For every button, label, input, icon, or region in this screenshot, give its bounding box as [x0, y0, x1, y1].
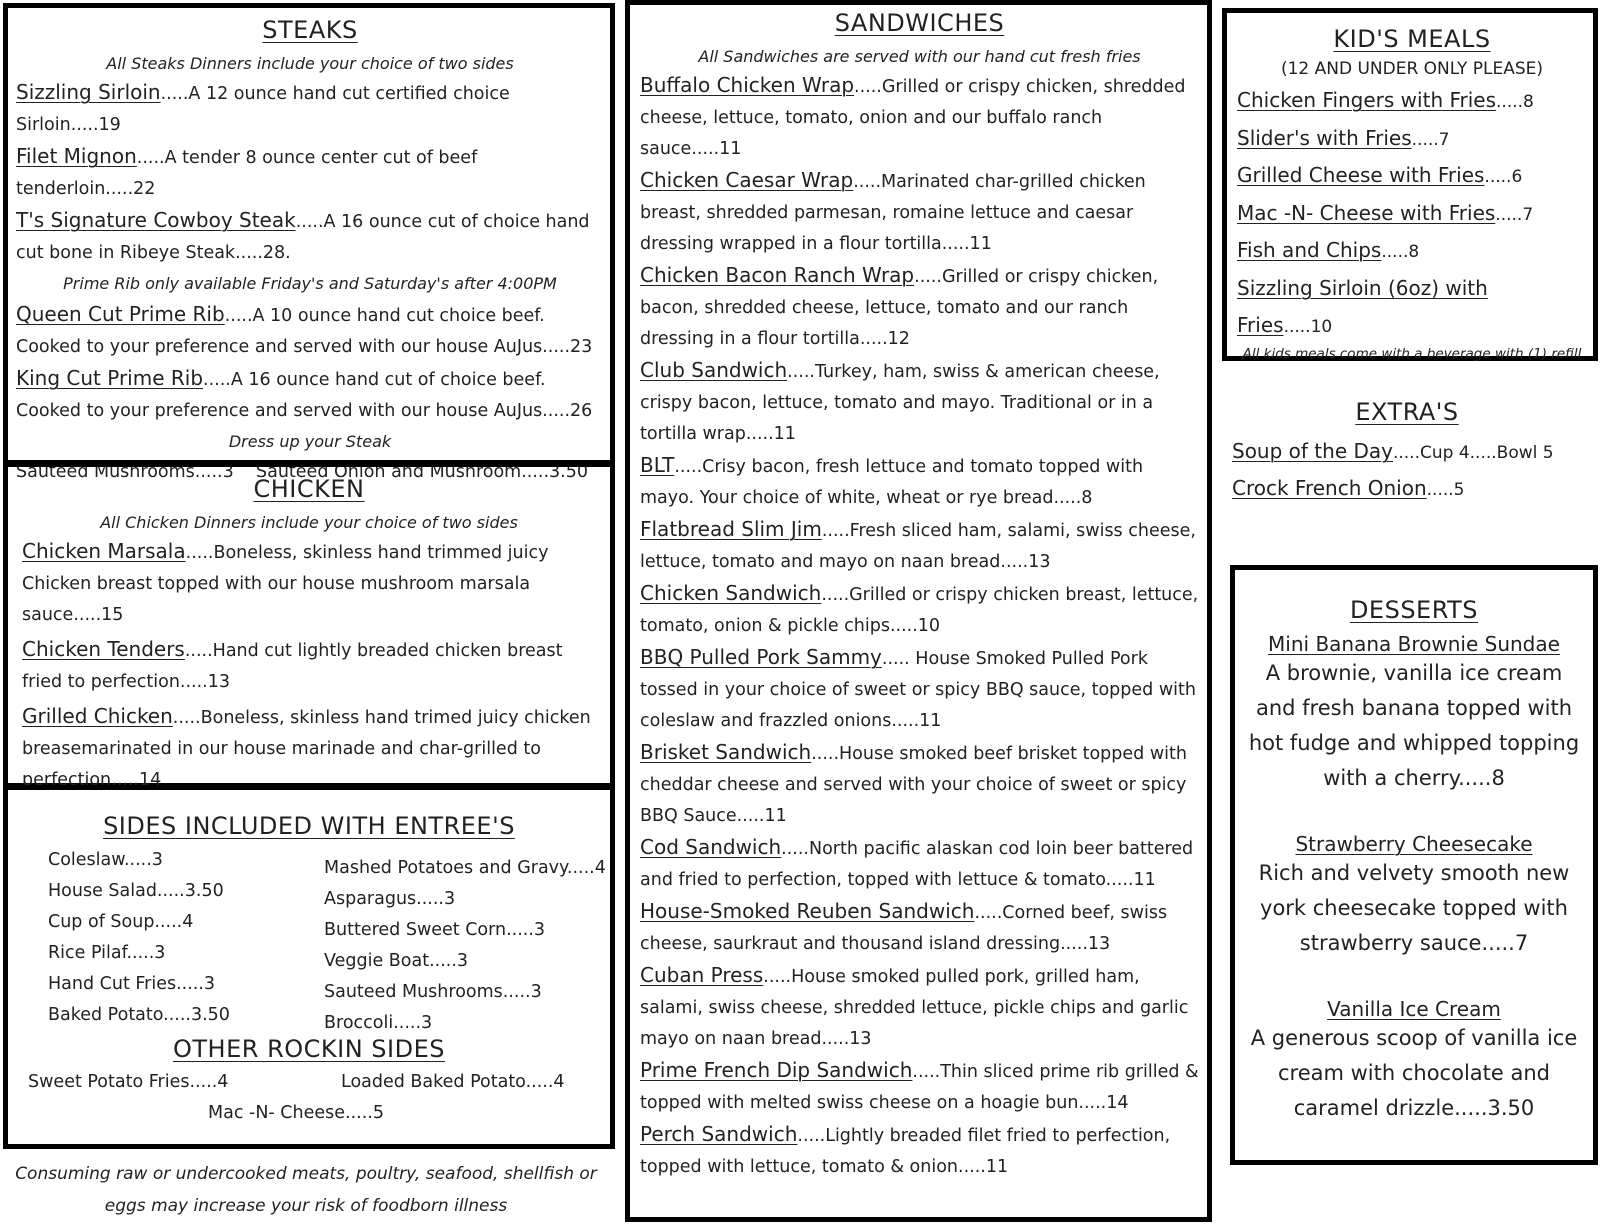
menu-item: Brisket Sandwich.....House smoked beef brisket topped with cheddar cheese and served with your choice of sweet or spicy BBQ Sauce.....11: [640, 740, 1187, 826]
extras-title: EXTRA'S: [1355, 398, 1459, 426]
menu-item: Club Sandwich.....Turkey, ham, swiss & american cheese, crispy bacon, lettuce, tomato and mayo. Traditional or in a tortilla wrap.....11: [640, 358, 1160, 444]
side-item: Cup of Soup.....4: [48, 912, 194, 932]
dress-up-heading: Dress up your Steak: [228, 432, 392, 451]
menu-item: Chicken Sandwich.....Grilled or crispy chicken breast, lettuce, tomato, onion & pickle chips.....10: [640, 581, 1199, 636]
addon-mushrooms: Sauteed Mushrooms.....3: [16, 462, 234, 482]
sandwiches-section: [625, 0, 1212, 1222]
dessert-name: Mini Banana Brownie Sundae: [1268, 632, 1560, 656]
sandwiches-title: SANDWICHES: [834, 9, 1005, 37]
other-side-item: Loaded Baked Potato.....4: [341, 1072, 565, 1092]
side-item: Mashed Potatoes and Gravy.....4: [324, 858, 606, 878]
menu-item: Chicken Marsala.....Boneless, skinless hand trimmed juicy Chicken breast topped with our house mushroom marsala sauce.....15: [22, 539, 549, 625]
chicken-subtitle: All Chicken Dinners include your choice of two sides: [100, 513, 518, 532]
dessert-desc: A generous scoop of vanilla ice cream with chocolate and caramel drizzle.....3.50: [1250, 1026, 1578, 1120]
menu-item: House-Smoked Reuben Sandwich.....Corned beef, swiss cheese, saurkraut and thousand island dressing.....13: [640, 899, 1168, 954]
dessert-name: Strawberry Cheesecake: [1295, 832, 1533, 856]
other-side-item: Sweet Potato Fries.....4: [28, 1072, 229, 1092]
warning-line: eggs may increase your risk of foodborn illness: [104, 1196, 508, 1216]
side-item: Asparagus.....3: [324, 889, 456, 909]
sandwiches-subtitle: All Sandwiches are served with our hand cut fresh fries: [698, 47, 1141, 66]
menu-item: Prime French Dip Sandwich.....Thin sliced prime rib grilled & topped with melted swiss cheese on a hoagie bun.....14: [640, 1058, 1199, 1113]
desserts-title: DESSERTS: [1349, 596, 1479, 624]
sides-title: SIDES INCLUDED WITH ENTREE'S: [103, 812, 515, 840]
kids-subtitle: (12 AND UNDER ONLY PLEASE): [1280, 59, 1544, 79]
dessert-desc: Rich and velvety smooth new york cheesecake topped with strawberry sauce.....7: [1258, 861, 1570, 955]
kids-item: Sizzling Sirloin (6oz) with Fries.....10: [1237, 275, 1488, 337]
dessert-name: Vanilla Ice Cream: [1327, 997, 1501, 1021]
dessert-item: [1243, 997, 1585, 1126]
side-item: Rice Pilaf.....3: [48, 943, 166, 963]
kids-title: KID'S MEALS: [1333, 25, 1491, 53]
side-item: Hand Cut Fries.....3: [48, 974, 216, 994]
kids-note: All kids meals come with a beverage with (1) refill: [1242, 345, 1582, 362]
dessert-desc: A brownie, vanilla ice cream and fresh banana topped with hot fudge and whipped topping with a cherry.....8: [1248, 661, 1580, 790]
menu-item: Cuban Press.....House smoked pulled pork, grilled ham, salami, swiss cheese, shredded lettuce, pickle chips and garlic mayo on naan bread.....13: [640, 963, 1189, 1049]
kids-item: Slider's with Fries.....7: [1237, 125, 1450, 150]
chicken-title: CHICKEN: [253, 475, 365, 503]
menu-item: King Cut Prime Rib.....A 16 ounce hand cut of choice beef. Cooked to your preference and served with our house AuJus.....26: [16, 366, 593, 421]
menu-item: Chicken Tenders.....Hand cut lightly breaded chicken breast fried to perfection.....13: [22, 637, 563, 692]
menu-item: BBQ Pulled Pork Sammy..... House Smoked Pulled Pork tossed in your choice of sweet or spicy BBQ sauce, topped with coleslaw and frazzled onions.....11: [640, 645, 1196, 731]
dessert-item: [1243, 832, 1585, 961]
food-safety-warning: [0, 1158, 612, 1222]
warning-line: Consuming raw or undercooked meats, poultry, seafood, shellfish or: [15, 1164, 597, 1184]
sides-section: [3, 785, 615, 1149]
kids-item: Chicken Fingers with Fries.....8: [1237, 88, 1534, 112]
menu-item: Filet Mignon.....A tender 8 ounce center cut of beef tenderloin.....22: [16, 144, 478, 199]
side-item: Buttered Sweet Corn.....3: [324, 920, 546, 940]
menu-item: Flatbread Slim Jim.....Fresh sliced ham, salami, swiss cheese, lettuce, tomato and mayo on naan bread.....13: [640, 517, 1196, 572]
kids-item: Grilled Cheese with Fries.....6: [1237, 163, 1523, 187]
steaks-title: STEAKS: [262, 16, 358, 44]
kids-item: Mac -N- Cheese with Fries.....7: [1237, 200, 1534, 225]
extras-item: Soup of the Day.....Cup 4.....Bowl 5: [1232, 439, 1554, 463]
kids-meals-section: [1222, 8, 1598, 361]
side-item: Sauteed Mushrooms.....3: [324, 982, 542, 1002]
side-item: Veggie Boat.....3: [324, 951, 469, 971]
side-item: Coleslaw.....3: [48, 850, 163, 870]
side-item: Broccoli.....3: [324, 1013, 433, 1033]
prime-rib-note: Prime Rib only available Friday's and Saturday's after 4:00PM: [63, 274, 557, 293]
menu-item: Chicken Caesar Wrap.....Marinated char-grilled chicken breast, shredded parmesan, romaine lettuce and caesar dressing wrapped in a flour tortilla.....11: [640, 168, 1146, 254]
other-side-item: Mac -N- Cheese.....5: [208, 1103, 384, 1123]
menu-item: Buffalo Chicken Wrap.....Grilled or crispy chicken, shredded cheese, lettuce, tomato, onion and our buffalo ranch sauce.....11: [640, 73, 1186, 159]
dessert-item: [1243, 632, 1585, 796]
side-item: Baked Potato.....3.50: [48, 1005, 230, 1025]
extras-item: Crock French Onion.....5: [1232, 476, 1465, 500]
extras-section: [1232, 398, 1582, 508]
other-sides-title: OTHER ROCKIN SIDES: [173, 1035, 445, 1063]
menu-item: T's Signature Cowboy Steak.....A 16 ounce cut of choice hand cut bone in Ribeye Steak.....28.: [16, 208, 590, 263]
menu-item: Sizzling Sirloin.....A 12 ounce hand cut certified choice Sirloin.....19: [16, 80, 510, 135]
kids-item: Fish and Chips.....8: [1237, 238, 1420, 262]
menu-item: Perch Sandwich.....Lightly breaded filet fried to perfection, topped with lettuce, tomato & onion.....11: [640, 1122, 1171, 1177]
menu-item: Queen Cut Prime Rib.....A 10 ounce hand cut choice beef. Cooked to your preference and served with our house AuJus.....23: [16, 302, 593, 357]
menu-item: BLT.....Crisy bacon, fresh lettuce and tomato topped with mayo. Your choice of white, wheat or rye bread.....8: [640, 453, 1144, 508]
menu-item: Cod Sandwich.....North pacific alaskan cod loin beer battered and fried to perfection, topped with lettuce & tomato.....11: [640, 835, 1194, 890]
steaks-subtitle: All Steaks Dinners include your choice of two sides: [106, 54, 514, 73]
chicken-section: [3, 462, 615, 788]
menu-item: Grilled Chicken.....Boneless, skinless hand trimed juicy chicken breasemarinated in our house marinade and char-grilled to perfection.....14: [22, 704, 591, 790]
addon-onion-mushroom: Sauteed Onion and Mushroom.....3.50: [256, 462, 589, 482]
menu-item: Chicken Bacon Ranch Wrap.....Grilled or crispy chicken, bacon, shredded cheese, lettuce, tomato and our ranch dressing in a flour tortilla.....12: [640, 263, 1159, 349]
side-item: House Salad.....3.50: [48, 881, 224, 901]
desserts-section: [1230, 565, 1598, 1165]
steaks-section: [3, 3, 615, 482]
